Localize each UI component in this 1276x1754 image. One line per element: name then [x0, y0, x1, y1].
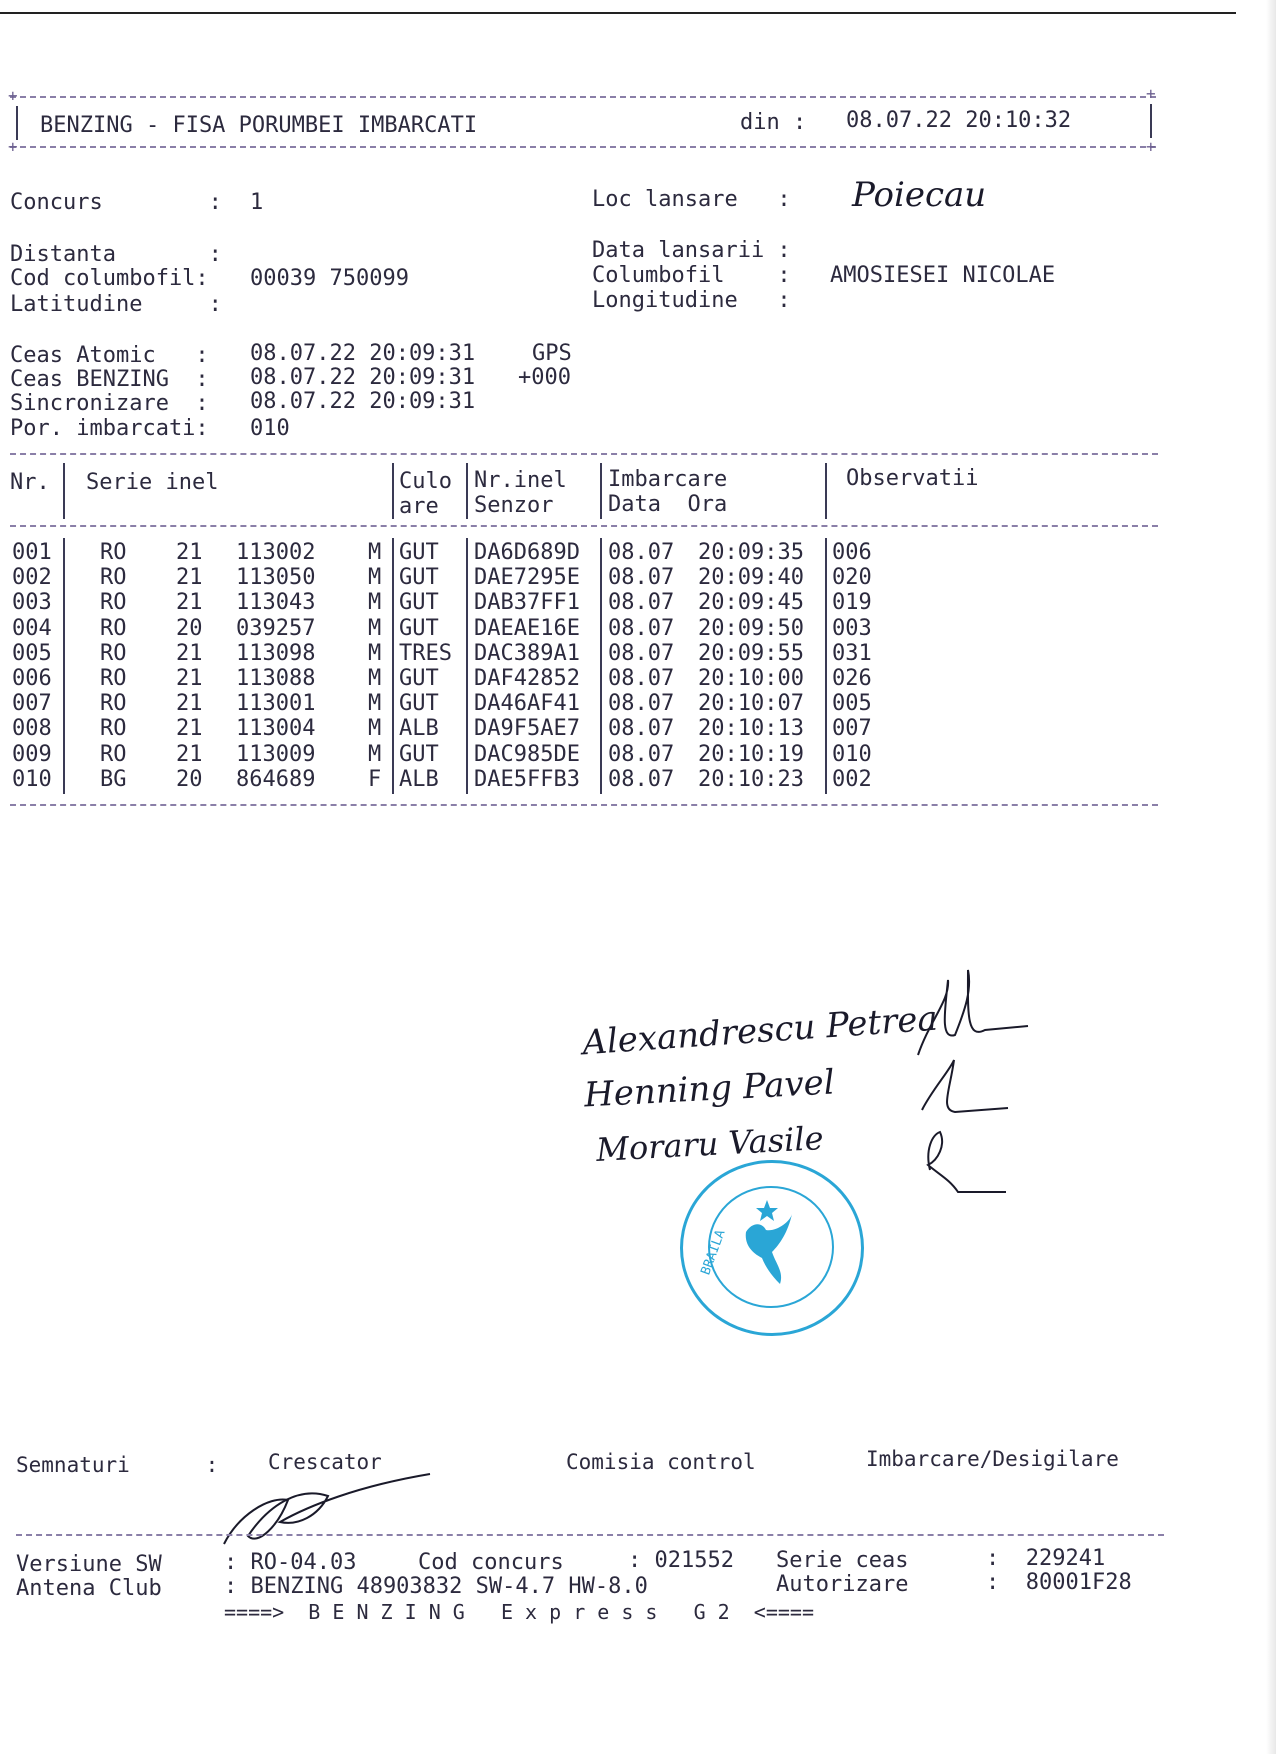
footer-top-rule: [16, 1534, 1164, 1536]
cell-year: 21: [176, 741, 203, 767]
crescator-signature: [218, 1466, 438, 1556]
cod-concurs-label: Cod concurs: [418, 1550, 564, 1575]
column-divider: [825, 463, 827, 519]
cell-nr: 007: [12, 691, 52, 717]
cell-date: 08.07: [608, 691, 675, 717]
cod-concurs-value: : 021552: [628, 1548, 734, 1573]
cell-sex: M: [368, 615, 382, 641]
cell-date: 08.07: [608, 716, 675, 742]
benzing-express-banner: ====> B E N Z I N G E x p r e s s G 2 <====: [224, 1600, 815, 1624]
cell-observatii: 019: [832, 590, 872, 616]
columbofil-label: Columbofil :: [592, 263, 791, 288]
cell-color: GUT: [399, 565, 439, 591]
cell-country: RO: [100, 691, 127, 717]
top-rule: [0, 12, 1236, 14]
cell-ring-serial: 113009: [236, 741, 316, 767]
cell-observatii: 020: [832, 565, 872, 591]
cell-country: RO: [100, 716, 127, 742]
data-lansarii-label: Data lansarii :: [592, 238, 791, 263]
ceas-benzing-offset: +000: [518, 365, 571, 390]
cell-observatii: 006: [832, 540, 872, 565]
col-header-culoare-2: are: [399, 494, 439, 519]
cell-year: 20: [176, 615, 203, 641]
distanta-label: Distanta :: [10, 242, 222, 267]
cell-date: 08.07: [608, 666, 675, 691]
cell-ring-serial: 113043: [236, 590, 316, 616]
cell-nr: 004: [12, 615, 52, 641]
column-divider: [392, 538, 394, 794]
ceas-atomic-label: Ceas Atomic :: [10, 343, 209, 368]
columbofil-value: AMOSIESEI NICOLAE: [830, 263, 1056, 288]
cell-year: 21: [176, 640, 203, 666]
cell-nr: 009: [12, 741, 52, 767]
commission-name-1: Alexandrescu Petrea: [581, 998, 939, 1064]
cell-nr: 005: [12, 640, 52, 666]
cell-country: RO: [100, 741, 127, 767]
cell-country: RO: [100, 666, 127, 691]
column-divider: [63, 463, 65, 519]
cell-year: 21: [176, 666, 203, 691]
autorizare-label: Autorizare: [776, 1572, 909, 1597]
cell-date: 08.07: [608, 766, 675, 792]
cell-date: 08.07: [608, 615, 675, 641]
table-header-rule: [10, 525, 1158, 527]
cell-date: 08.07: [608, 540, 675, 565]
cell-year: 20: [176, 766, 203, 792]
cell-sex: M: [368, 666, 382, 691]
column-divider: [600, 463, 602, 519]
por-imbarcati-label: Por. imbarcati:: [10, 416, 209, 441]
cell-ring-serial: 113004: [236, 716, 316, 742]
cell-ring-serial: 113001: [236, 691, 316, 717]
serie-ceas-value: : 229241: [986, 1546, 1106, 1571]
column-divider: [825, 538, 827, 794]
col-header-imbarcare-1: Imbarcare: [608, 467, 728, 492]
cell-year: 21: [176, 590, 203, 616]
antena-club-label: Antena Club: [16, 1576, 162, 1601]
cell-time: 20:10:23: [698, 766, 804, 792]
col-header-serie: Serie inel: [86, 470, 219, 495]
commission-name-2: Henning Pavel: [583, 1062, 836, 1116]
longitudine-label: Longitudine :: [592, 288, 791, 313]
col-header-culoare-1: Culo: [399, 469, 452, 494]
cell-date: 08.07: [608, 565, 675, 591]
loc-lansare-handwritten: Poiecau: [852, 175, 987, 215]
cell-time: 20:10:13: [698, 716, 804, 742]
header-bottom-rule: [10, 146, 1156, 148]
cell-time: 20:09:50: [698, 615, 804, 641]
comisia-control-label: Comisia control: [566, 1450, 756, 1474]
document-title: BENZING - FISA PORUMBEI IMBARCATI: [40, 113, 478, 138]
cell-ring-serial: 113088: [236, 666, 316, 691]
cell-ring-serial: 113002: [236, 540, 316, 565]
cell-country: RO: [100, 640, 127, 666]
header-right-bar: [1150, 104, 1152, 138]
antena-club-value: : BENZING 48903832 SW-4.7 HW-8.0: [224, 1574, 648, 1599]
cell-observatii: 031: [832, 640, 872, 666]
cell-sex: M: [368, 540, 382, 565]
commission-signatures: [910, 960, 1040, 1200]
cell-color: GUT: [399, 666, 439, 691]
cell-date: 08.07: [608, 741, 675, 767]
cell-nr: 003: [12, 590, 52, 616]
cell-date: 08.07: [608, 590, 675, 616]
sincronizare-value: 08.07.22 20:09:31: [250, 389, 476, 414]
corner-mark: +: [8, 137, 18, 156]
loc-lansare-label: Loc lansare :: [592, 187, 791, 212]
cell-nr: 006: [12, 666, 52, 691]
header-top-rule: [10, 96, 1156, 98]
cell-color: GUT: [399, 691, 439, 717]
cod-columbofil-value: 00039 750099: [250, 266, 409, 291]
cell-color: GUT: [399, 540, 439, 565]
cell-sex: M: [368, 590, 382, 616]
versiune-sw-value: : RO-04.03: [224, 1550, 357, 1575]
cell-time: 20:10:00: [698, 666, 804, 691]
page-edge-shadow: [1266, 0, 1276, 1754]
por-imbarcati-value: 010: [250, 416, 290, 441]
cell-observatii: 002: [832, 766, 872, 792]
table-top-rule: [10, 453, 1158, 455]
semnaturi-label: Semnaturi :: [16, 1453, 219, 1477]
cell-color: GUT: [399, 615, 439, 641]
cell-nr: 002: [12, 565, 52, 591]
stamp-text-left: BRAILA: [698, 1227, 729, 1278]
serie-ceas-label: Serie ceas: [776, 1548, 909, 1573]
latitudine-label: Latitudine :: [10, 292, 222, 317]
cell-time: 20:09:40: [698, 565, 804, 591]
cell-sensor-ring: DAC985DE: [474, 741, 580, 767]
cell-sensor-ring: DA9F5AE7: [474, 716, 580, 742]
col-header-nr: Nr.: [10, 470, 50, 495]
ceas-atomic-value: 08.07.22 20:09:31: [250, 341, 476, 366]
cell-observatii: 003: [832, 615, 872, 641]
col-header-inel-2: Senzor: [474, 493, 554, 518]
cell-year: 21: [176, 691, 203, 717]
cell-time: 20:09:55: [698, 640, 804, 666]
cell-nr: 001: [12, 540, 52, 565]
cell-ring-serial: 864689: [236, 766, 316, 792]
cell-nr: 008: [12, 716, 52, 742]
corner-mark: +: [1146, 137, 1156, 156]
cell-sex: M: [368, 741, 382, 767]
header-din-label: din :: [740, 110, 807, 135]
cell-time: 20:10:07: [698, 691, 804, 717]
autorizare-value: : 80001F28: [986, 1570, 1132, 1595]
column-divider: [600, 538, 602, 794]
cell-nr: 010: [12, 766, 52, 792]
cell-country: RO: [100, 615, 127, 641]
cell-country: RO: [100, 565, 127, 591]
cell-country: RO: [100, 590, 127, 616]
col-header-imbarcare-2: Data Ora: [608, 492, 728, 517]
cell-sex: F: [368, 766, 382, 792]
cell-sensor-ring: DAC389A1: [474, 640, 580, 666]
header-left-bar: [16, 106, 18, 140]
cell-sensor-ring: DA46AF41: [474, 691, 580, 717]
cell-observatii: 010: [832, 741, 872, 767]
cell-ring-serial: 039257: [236, 615, 316, 641]
cell-observatii: 007: [832, 716, 872, 742]
ceas-benzing-value: 08.07.22 20:09:31: [250, 365, 476, 390]
cell-sensor-ring: DA6D689D: [474, 540, 580, 565]
col-header-inel-1: Nr.inel: [474, 468, 567, 493]
cell-observatii: 026: [832, 666, 872, 691]
cell-sex: M: [368, 691, 382, 717]
cod-columbofil-label: Cod columbofil:: [10, 266, 209, 291]
cell-year: 21: [176, 540, 203, 565]
table-bottom-rule: [10, 804, 1158, 806]
versiune-sw-label: Versiune SW: [16, 1552, 162, 1577]
ceas-benzing-label: Ceas BENZING :: [10, 367, 209, 392]
col-header-observatii: Observatii: [846, 466, 979, 491]
cell-year: 21: [176, 565, 203, 591]
cell-color: GUT: [399, 590, 439, 616]
cell-sensor-ring: DAEAE16E: [474, 615, 580, 641]
cell-sensor-ring: DAB37FF1: [474, 590, 580, 616]
cell-date: 08.07: [608, 640, 675, 666]
pigeon-icon: [732, 1192, 802, 1296]
column-divider: [392, 463, 394, 519]
cell-year: 21: [176, 716, 203, 742]
cell-sex: M: [368, 565, 382, 591]
cell-color: GUT: [399, 741, 439, 767]
column-divider: [466, 538, 468, 794]
cell-country: RO: [100, 540, 127, 565]
cell-color: TRES: [399, 640, 452, 666]
sincronizare-label: Sincronizare :: [10, 391, 209, 416]
cell-color: ALB: [399, 766, 439, 792]
cell-sensor-ring: DAF42852: [474, 666, 580, 691]
corner-mark: +: [1146, 84, 1156, 103]
cell-sex: M: [368, 716, 382, 742]
cell-ring-serial: 113098: [236, 640, 316, 666]
cell-observatii: 005: [832, 691, 872, 717]
corner-mark: +: [8, 86, 18, 105]
header-datetime: 08.07.22 20:10:32: [846, 108, 1072, 133]
cell-ring-serial: 113050: [236, 565, 316, 591]
cell-sex: M: [368, 640, 382, 666]
cell-time: 20:09:45: [698, 590, 804, 616]
cell-time: 20:10:19: [698, 741, 804, 767]
cell-country: BG: [100, 766, 127, 792]
cell-sensor-ring: DAE7295E: [474, 565, 580, 591]
concurs-label: Concurs :: [10, 190, 222, 215]
cell-color: ALB: [399, 716, 439, 742]
ceas-atomic-source: GPS: [532, 341, 572, 366]
cell-sensor-ring: DAE5FFB3: [474, 766, 580, 792]
column-divider: [63, 538, 65, 794]
column-divider: [466, 463, 468, 519]
crescator-label: Crescator: [268, 1450, 382, 1474]
cell-time: 20:09:35: [698, 540, 804, 565]
commission-name-3: Moraru Vasile: [595, 1119, 825, 1169]
imbarcare-desigilare-label: Imbarcare/Desigilare: [866, 1447, 1119, 1471]
concurs-value: 1: [250, 190, 264, 215]
